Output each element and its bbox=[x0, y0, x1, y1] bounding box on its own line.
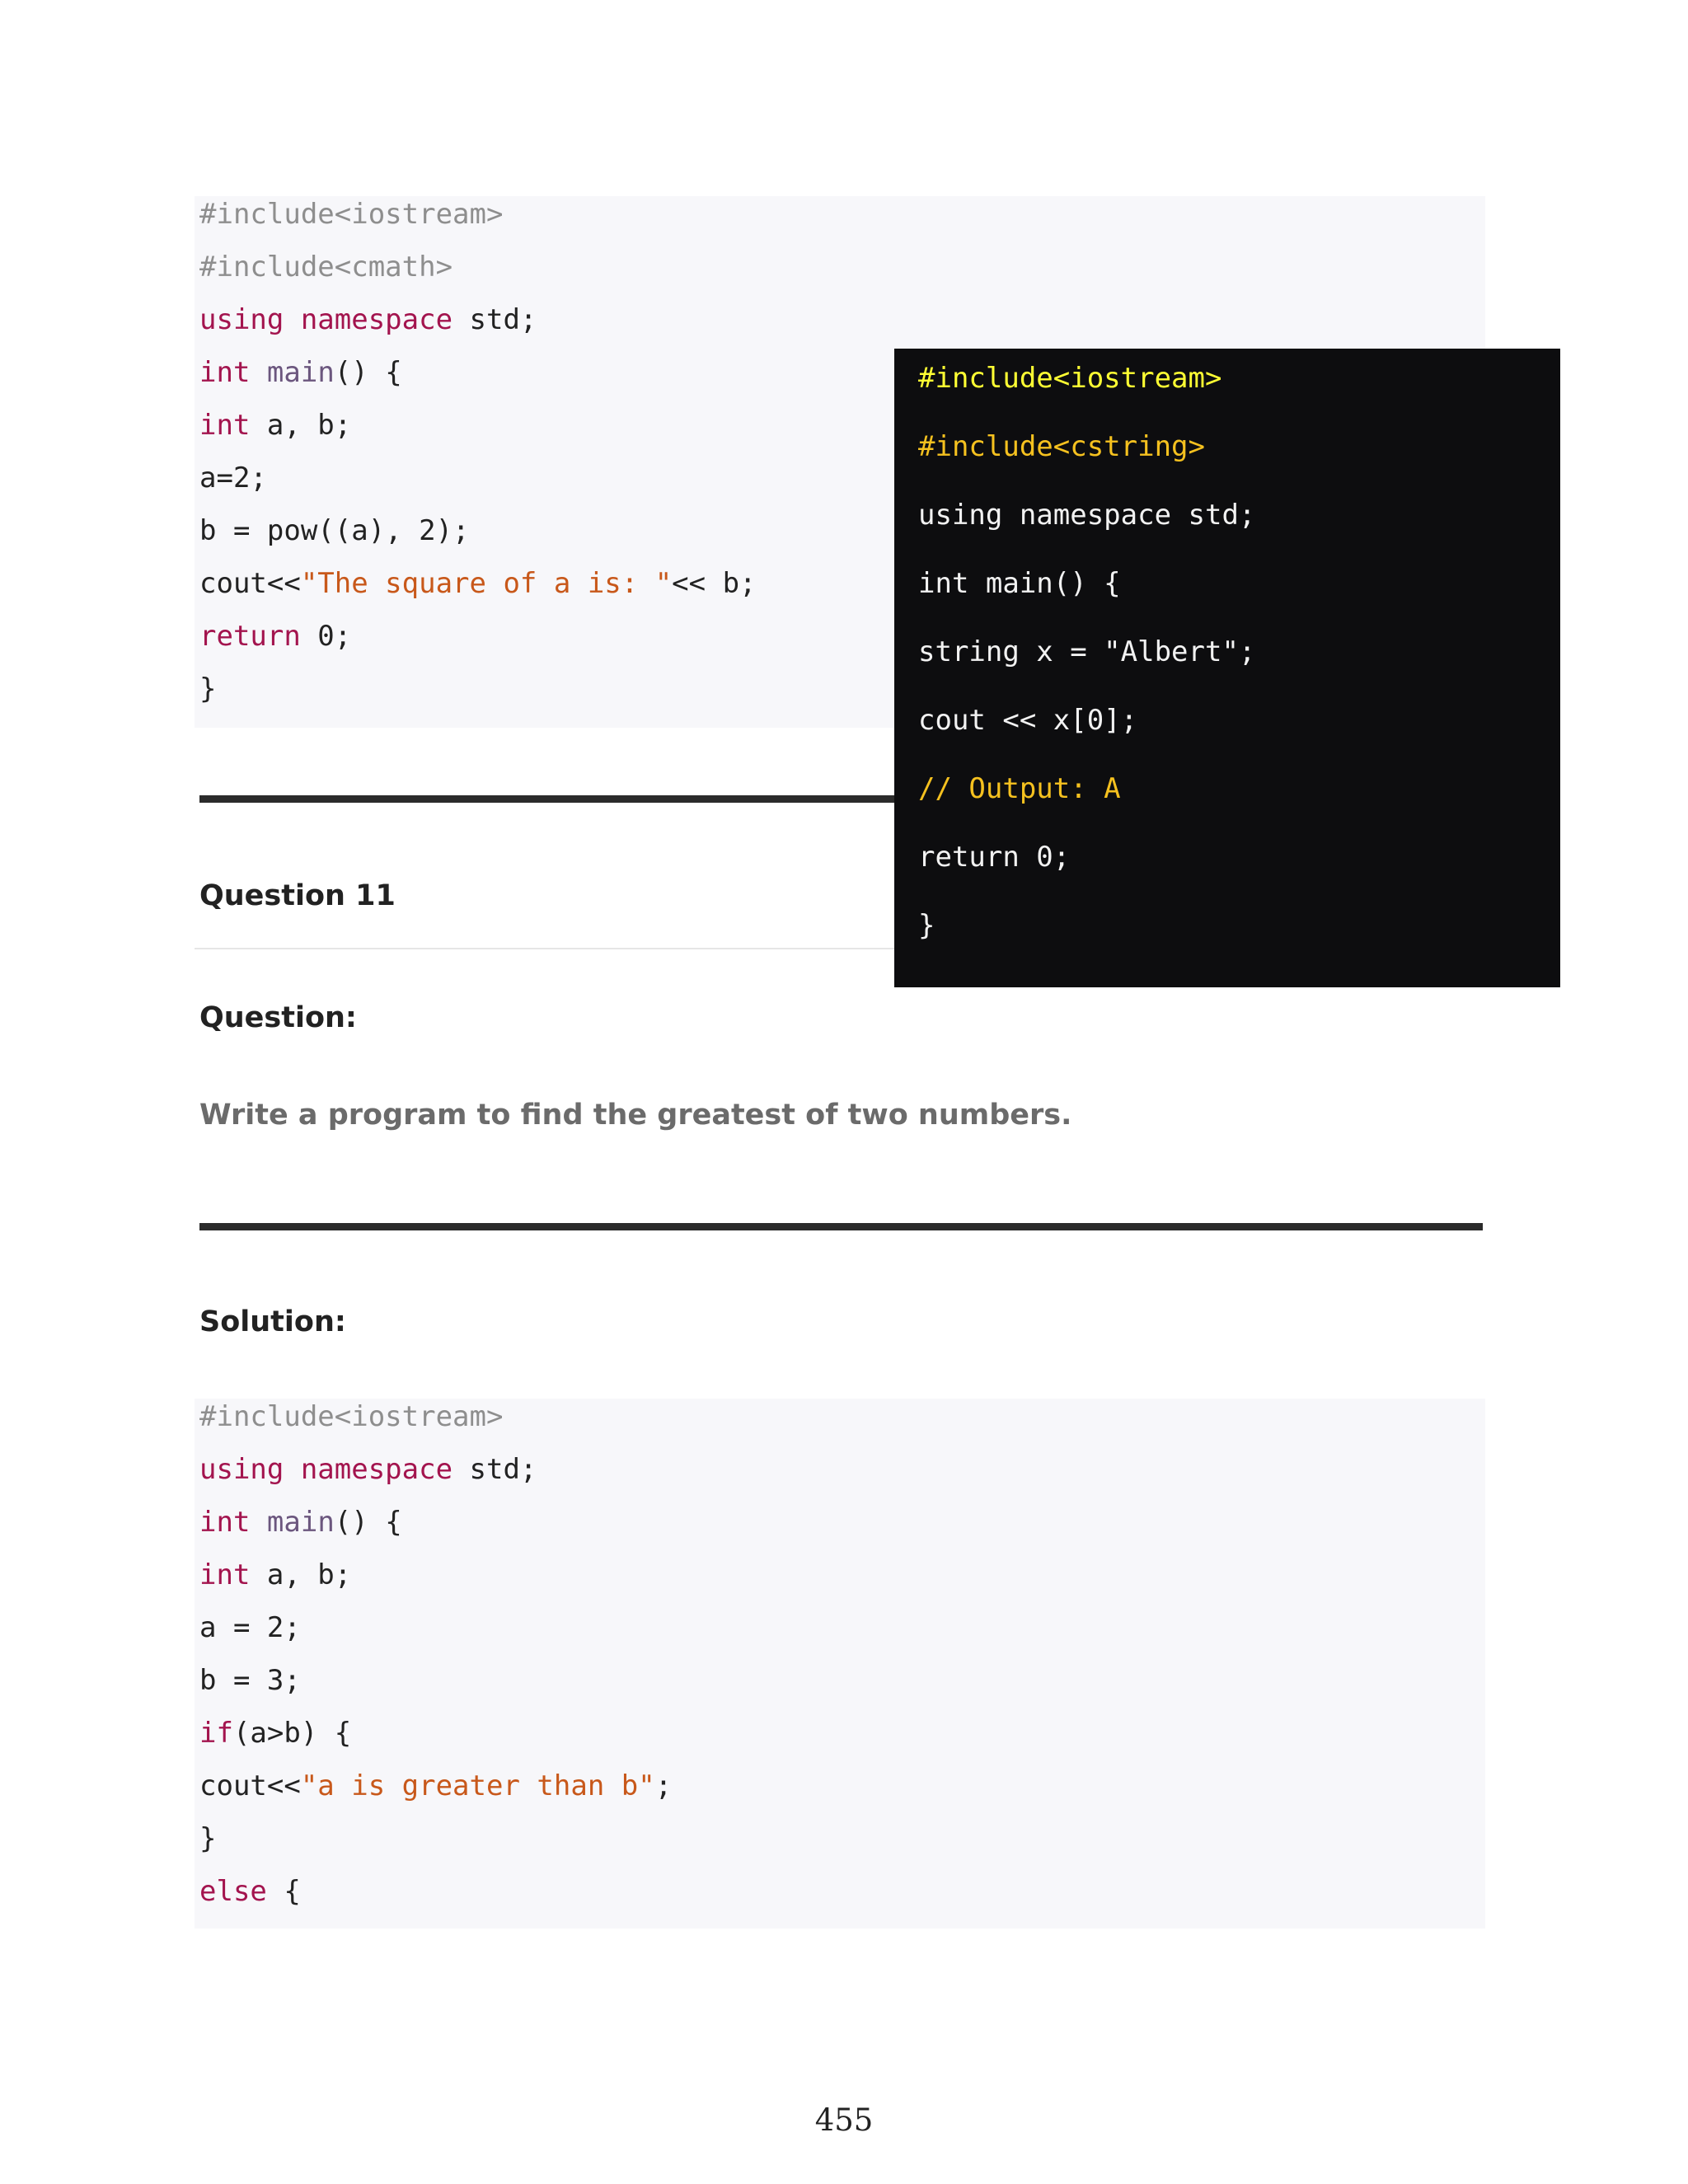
code-token: using namespace std; bbox=[918, 499, 1256, 532]
code-line bbox=[199, 354, 402, 391]
code-token: () { bbox=[334, 356, 402, 389]
code-line bbox=[199, 302, 537, 338]
code-token: using namespace bbox=[199, 1453, 453, 1486]
code-line bbox=[199, 196, 503, 232]
code-line bbox=[918, 702, 1137, 738]
code-token: b = 3; bbox=[199, 1664, 301, 1697]
code-line bbox=[199, 1399, 503, 1435]
question-number-heading: Question 11 bbox=[199, 879, 396, 912]
code-token: a, b; bbox=[250, 1558, 352, 1591]
code-token: "The square of a is: " bbox=[300, 567, 673, 600]
code-line bbox=[199, 1557, 351, 1593]
code-token: 0; bbox=[300, 620, 352, 653]
code-line bbox=[918, 634, 1255, 670]
code-line bbox=[199, 1610, 301, 1646]
code-token: a = 2; bbox=[199, 1611, 301, 1644]
code-line bbox=[918, 565, 1121, 602]
code-line bbox=[199, 1821, 216, 1857]
code-token: else bbox=[199, 1875, 267, 1908]
code-token: #include<iostream> bbox=[918, 362, 1222, 395]
code-line bbox=[918, 839, 1070, 875]
code-token: using namespace bbox=[199, 303, 453, 336]
code-line bbox=[199, 460, 267, 496]
code-line bbox=[199, 1768, 672, 1804]
section-divider bbox=[199, 795, 894, 803]
code-token: string x = "Albert"; bbox=[918, 635, 1256, 668]
code-token: int bbox=[199, 1558, 251, 1591]
code-token: if bbox=[199, 1717, 233, 1750]
code-token: int main() { bbox=[918, 567, 1121, 600]
code-token: // Output: A bbox=[918, 772, 1121, 805]
code-token: #include<iostream> bbox=[199, 198, 504, 231]
code-token: #include<cmath> bbox=[199, 251, 453, 284]
solution-label: Solution: bbox=[199, 1305, 346, 1338]
code-line bbox=[918, 360, 1221, 396]
code-token bbox=[250, 1506, 266, 1539]
code-token: std; bbox=[452, 303, 537, 336]
code-token: { bbox=[266, 1875, 301, 1908]
code-line bbox=[199, 513, 470, 549]
code-token: } bbox=[199, 1822, 217, 1855]
question-label: Question: bbox=[199, 1001, 357, 1034]
code-token: cout << x[0]; bbox=[918, 704, 1138, 737]
section-divider bbox=[199, 1223, 1483, 1230]
code-token bbox=[250, 356, 266, 389]
code-line bbox=[199, 1451, 537, 1488]
code-line bbox=[199, 618, 351, 654]
code-token: () { bbox=[334, 1506, 402, 1539]
code-token: a=2; bbox=[199, 462, 267, 494]
code-line bbox=[918, 497, 1255, 533]
code-line bbox=[918, 907, 935, 944]
question-text: Write a program to find the greatest of two numbers. bbox=[199, 1099, 1072, 1132]
code-token: a, b; bbox=[250, 409, 352, 442]
code-token: #include<iostream> bbox=[199, 1400, 504, 1433]
code-token: ; bbox=[654, 1769, 673, 1802]
code-token: } bbox=[918, 909, 935, 942]
code-line bbox=[199, 1715, 351, 1751]
code-line bbox=[199, 565, 757, 602]
code-token: int bbox=[199, 356, 251, 389]
code-line bbox=[199, 249, 452, 285]
code-line bbox=[918, 429, 1205, 465]
code-line bbox=[199, 1662, 301, 1699]
code-token: << b; bbox=[672, 567, 757, 600]
code-token: main bbox=[266, 356, 335, 389]
code-block-solution bbox=[195, 1399, 1485, 1929]
page-number: 455 bbox=[814, 2102, 874, 2138]
code-token: b = pow((a), 2); bbox=[199, 514, 470, 547]
code-token: cout<< bbox=[199, 1769, 301, 1802]
code-token: cout<< bbox=[199, 567, 301, 600]
code-token: (a>b) { bbox=[232, 1717, 352, 1750]
code-token: int bbox=[199, 409, 251, 442]
code-line bbox=[199, 407, 351, 443]
code-line bbox=[199, 1504, 402, 1540]
code-token: #include<cstring> bbox=[918, 430, 1205, 463]
code-token: return 0; bbox=[918, 841, 1071, 874]
code-token: } bbox=[199, 673, 217, 705]
heading-underline bbox=[195, 948, 894, 949]
code-line bbox=[199, 1873, 301, 1910]
code-token: "a is greater than b" bbox=[300, 1769, 655, 1802]
code-token: return bbox=[199, 620, 301, 653]
code-token: main bbox=[266, 1506, 335, 1539]
code-line bbox=[199, 671, 216, 707]
code-line bbox=[918, 771, 1121, 807]
code-token: std; bbox=[452, 1453, 537, 1486]
code-block-dark-overlay bbox=[894, 349, 1560, 987]
code-token: int bbox=[199, 1506, 251, 1539]
